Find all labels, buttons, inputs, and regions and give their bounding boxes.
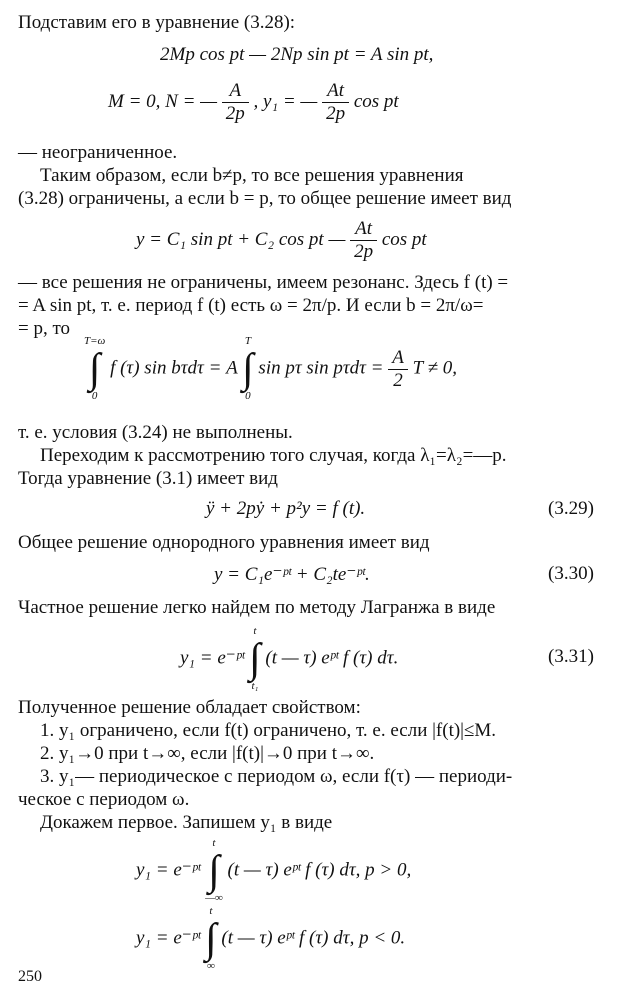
eq-text: (t — τ) eᵖᵗ f (τ) dτ, p < 0. (221, 927, 406, 949)
text-line: Таким образом, если b≠p, то все решения уравнения (40, 165, 464, 186)
text-line: Частное решение легко найдем по методу Лагранжа в виде (18, 597, 496, 618)
equation-p-negative (136, 906, 405, 972)
integral-sign: ∫ (208, 848, 220, 894)
text-line: (3.28) ограничены, а если b = p, то общее решение имеет вид (18, 188, 512, 209)
text-line: = p, то (18, 318, 71, 339)
integral-sign: ∫ (242, 346, 254, 392)
list-item: 2. y₁→0 при t→∞, если |f(t)|→0 при t→∞. (40, 743, 375, 764)
eq-text: M = 0, N = — (108, 90, 218, 112)
text-line: Подставим его в уравнение (3.28): (18, 12, 296, 33)
upper-limit: T=ω (84, 335, 106, 347)
lower-limit: —∞ (205, 892, 223, 904)
eq-text: T ≠ 0, (412, 357, 458, 379)
equation-p-positive (136, 838, 411, 904)
eq-text: y = C₁ sin pt + C₂ cos pt — (136, 228, 346, 250)
upper-limit: T (244, 335, 251, 347)
eq-text: y₁ = e⁻ᵖᵗ (136, 859, 201, 881)
text-line: т. е. условия (3.24) не выполнены. (18, 422, 293, 443)
equation-m-n (108, 80, 399, 125)
eq-text: (t — τ) eᵖᵗ f (τ) dτ. (265, 647, 399, 669)
text-line: Общее решение однородного уравнения имеет вид (18, 532, 430, 553)
eq-text: , y₁ = — (253, 90, 318, 112)
equation: 2Mp cos pt — 2Np sin pt = A sin pt, (160, 44, 434, 65)
lower-limit: 0 (245, 390, 251, 402)
integral (205, 906, 217, 972)
denominator: 2p (322, 102, 349, 125)
eq-text: y₁ = e⁻ᵖᵗ (136, 927, 201, 949)
integral-sign: ∫ (88, 346, 101, 392)
integral (84, 336, 105, 402)
equation: y = C₁e⁻ᵖᵗ + C₂te⁻ᵖᵗ. (214, 564, 370, 585)
equation-general-solution (136, 218, 427, 263)
eq-text: y₁ = e⁻ᵖᵗ (180, 647, 245, 669)
equation-integral (84, 336, 457, 402)
integral-sign: ∫ (205, 916, 217, 962)
equation-number: (3.29) (548, 498, 594, 519)
fraction (222, 80, 249, 125)
page-number: 250 (18, 968, 42, 985)
lower-limit: ∞ (206, 960, 215, 972)
integral (242, 336, 254, 402)
text-line: Докажем первое. Запишем y₁ в виде (40, 812, 333, 833)
denominator: 2p (350, 240, 377, 263)
numerator: At (327, 80, 344, 101)
lower-limit: t₁ (251, 680, 259, 692)
equation-lagrange (180, 626, 398, 692)
text-line: ческое с периодом ω. (18, 789, 190, 810)
numerator: A (392, 346, 404, 368)
upper-limit: t (253, 625, 257, 637)
integral (249, 626, 261, 692)
eq-text: cos pt (353, 90, 399, 112)
denominator: 2p (222, 102, 249, 125)
list-item: 1. y₁ ограничено, если f(t) ограничено, т. е. если |f(t)|≤M. (40, 720, 497, 741)
upper-limit: t (209, 905, 213, 917)
list-item: 3. y₁— периодическое с периодом ω, если f(τ) — периоди- (40, 766, 513, 787)
fraction (350, 218, 377, 263)
text-line: Переходим к рассмотрению того случая, когда λ₁=λ₂=—p. (40, 445, 507, 466)
text-line: Полученное решение обладает свойством: (18, 697, 361, 718)
fraction (388, 347, 408, 392)
eq-text: (t — τ) eᵖᵗ f (τ) dτ, p > 0, (227, 859, 412, 881)
fraction (322, 80, 349, 125)
text-line: — неограниченное. (18, 142, 178, 163)
numerator: At (355, 218, 373, 239)
eq-text: sin pτ sin pτdτ = (258, 357, 384, 379)
lower-limit: 0 (91, 390, 98, 402)
equation-number: (3.31) (548, 646, 594, 667)
integral (205, 838, 223, 904)
numerator: A (229, 80, 242, 101)
text-line: — все решения не ограничены, имеем резонанс. Здесь f (t) = (18, 272, 509, 293)
denominator: 2 (388, 369, 408, 392)
eq-text: f (τ) sin bτdτ = A (110, 357, 238, 379)
text-line: = A sin pt, т. е. период f (t) есть ω = 2π/p. И если b = 2π/ω= (18, 295, 484, 316)
integral-sign: ∫ (249, 636, 261, 682)
equation-number: (3.30) (548, 563, 594, 584)
equation: ÿ + 2pẏ + p²y = f (t). (206, 498, 366, 519)
text-line: Тогда уравнение (3.1) имеет вид (18, 468, 278, 489)
eq-text: cos pt (381, 228, 427, 250)
upper-limit: t (212, 837, 216, 849)
